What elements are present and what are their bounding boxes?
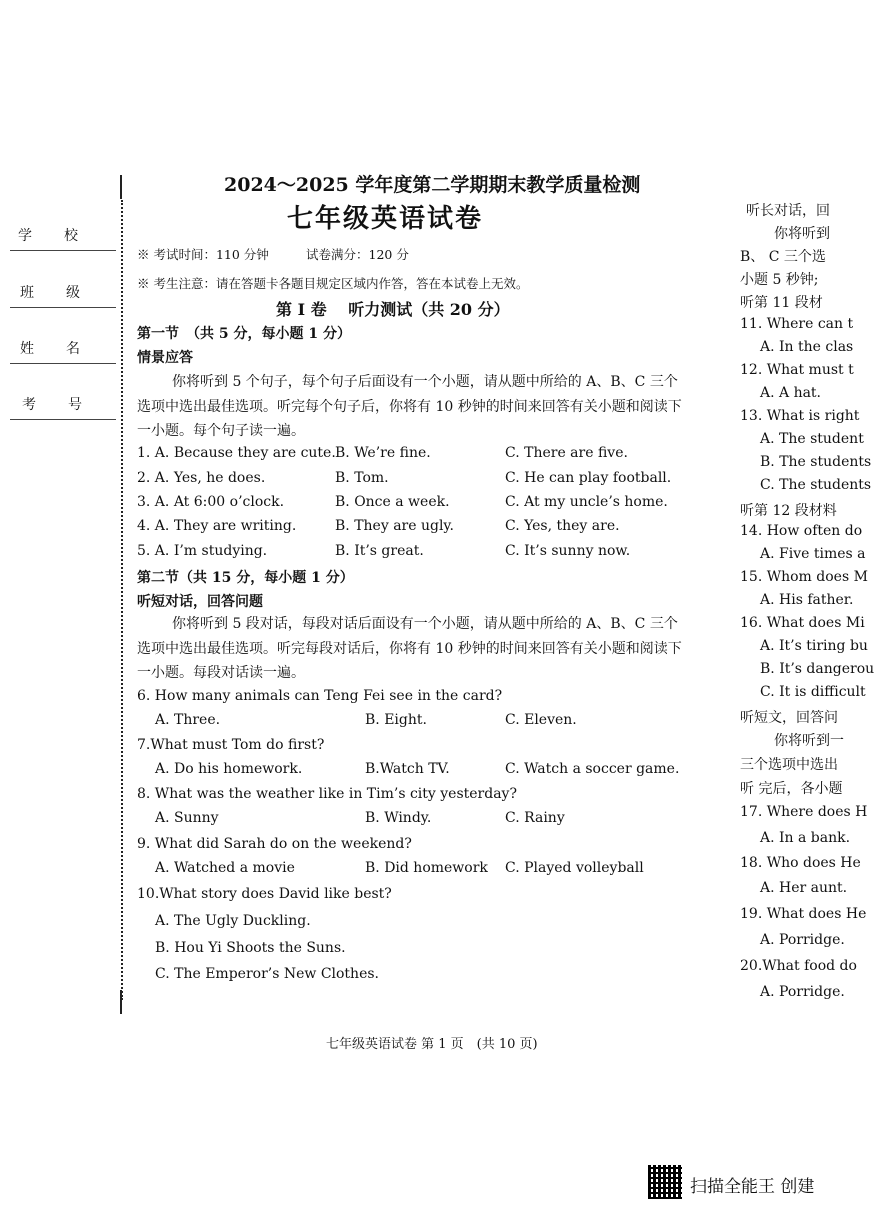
right-line: 小题 5 秒钟; [740, 272, 819, 288]
binding-field-class: 班 级 [20, 285, 80, 301]
q8-option-b: B. Windy. [365, 810, 432, 826]
right-line: 14. How often do [740, 523, 863, 539]
right-line: B. The students [760, 454, 872, 470]
right-line: 18. Who does He [740, 855, 861, 871]
q4-option-a: 4. A. They are writing. [137, 518, 297, 534]
right-line: A. His father. [760, 592, 854, 608]
q4-option-b: B. They are ugly. [335, 518, 454, 534]
right-line: 16. What does Mi [740, 615, 865, 631]
q3-option-a: 3. A. At 6:00 o’clock. [137, 494, 285, 510]
q1-option-a: 1. A. Because they are cute. [137, 445, 336, 461]
q9-option-c: C. Played volleyball [505, 860, 644, 876]
q5-option-c: C. It’s sunny now. [505, 543, 631, 559]
q10-option-c: C. The Emperor’s New Clothes. [155, 966, 379, 982]
binding-line [120, 175, 122, 199]
q4-option-c: C. Yes, they are. [505, 518, 620, 534]
section2-instructions: 你将听到 5 段对话，每段对话后面设有一个小题，请从题中所给的 A、B、C 三个选项中选出最佳选项。听完每段对话后，你将有 10 秒钟的时间来回答有关小题和阅读下一小题。每段对话读一遍。 [137, 616, 682, 681]
right-line: A. A hat. [760, 385, 822, 401]
section1-sub: 情景应答 [137, 350, 193, 366]
right-line: 17. Where does H [740, 804, 868, 820]
right-line: 13. What is right [740, 408, 860, 424]
right-line: A. Porridge. [760, 984, 845, 1000]
section2-sub: 听短对话，回答问题 [137, 594, 263, 610]
field-underline [10, 250, 116, 251]
right-line: 听短文，回答问 [740, 710, 838, 726]
right-line: 15. Whom does M [740, 569, 868, 585]
right-line: 12. What must t [740, 362, 854, 378]
right-line: A. Porridge. [760, 932, 845, 948]
right-line: 听长对话，回 [746, 203, 830, 219]
right-line: 听第 12 段材料 [740, 503, 837, 519]
right-line: 19. What does He [740, 906, 867, 922]
q7-option-b: B.Watch TV. [365, 761, 450, 777]
section1-instructions: 你将听到 5 个句子，每个句子后面设有一个小题，请从题中所给的 A、B、C 三个选项中选出最佳选项。听完每个句子后，你将有 10 秒钟的时间来回答有关小题和阅读下一小题。每个句子读一遍。 [137, 374, 682, 439]
right-line: 20.What food do [740, 958, 857, 974]
field-underline [10, 307, 116, 308]
q3-option-b: B. Once a week. [335, 494, 450, 510]
q2-option-a: 2. A. Yes, he does. [137, 470, 266, 486]
right-line: 11. Where can t [740, 316, 854, 332]
q9-option-a: A. Watched a movie [155, 860, 295, 876]
section1-heading: 第一节 （共 5 分，每小题 1 分） [137, 326, 351, 342]
binding-field-name: 姓 名 [20, 341, 80, 357]
watermark-text: 扫描全能王 创建 [690, 1177, 815, 1197]
binding-dotted-line [121, 200, 123, 1000]
right-line: C. It is difficult [760, 684, 866, 700]
page-footer: 七年级英语试卷 第 1 页 (共 10 页) [326, 1037, 538, 1052]
q8-option-c: C. Rainy [505, 810, 565, 826]
right-line: A. Her aunt. [760, 880, 848, 896]
q8-option-a: A. Sunny [155, 810, 219, 826]
full-score: 试卷满分：120 分 [306, 247, 409, 262]
right-line: A. In a bank. [760, 830, 851, 846]
binding-field-school: 学 校 [18, 228, 78, 244]
q10-option-a: A. The Ugly Duckling. [155, 913, 311, 929]
right-line: B、 C 三个选 [740, 249, 826, 265]
q6-stem: 6. How many animals can Teng Fei see in the card? [137, 688, 503, 704]
q6-option-b: B. Eight. [365, 712, 427, 728]
right-line: C. The students [760, 477, 872, 493]
right-line: A. In the clas [760, 339, 854, 355]
q6-option-a: A. Three. [155, 712, 221, 728]
section2-heading: 第二节（共 15 分，每小题 1 分） [137, 570, 354, 586]
right-line: B. It’s dangerou [760, 661, 874, 677]
q9-option-b: B. Did homework [365, 860, 488, 876]
exam-title: 2024～2025 学年度第二学期期末教学质量检测 [224, 174, 641, 196]
exam-subtitle: 七年级英语试卷 [287, 204, 484, 234]
q10-stem: 10.What story does David like best? [137, 886, 392, 902]
q1-option-b: B. We’re fine. [335, 445, 431, 461]
right-line: 三个选项中选出 [740, 757, 838, 773]
right-line: 你将听到一 [774, 733, 844, 749]
right-line: 听第 11 段材 [740, 295, 823, 311]
exam-notice: ※ 考生注意：请在答题卡各题目规定区域内作答，答在本试卷上无效。 [137, 276, 529, 291]
q9-stem: 9. What did Sarah do on the weekend? [137, 836, 412, 852]
binding-line-bottom [120, 990, 122, 1014]
q6-option-c: C. Eleven. [505, 712, 577, 728]
q3-option-c: C. At my uncle’s home. [505, 494, 668, 510]
qr-code-icon [648, 1165, 682, 1199]
q5-option-b: B. It’s great. [335, 543, 424, 559]
right-column [740, 0, 874, 1217]
right-line: A. It’s tiring bu [760, 638, 868, 654]
field-underline [10, 419, 116, 420]
part1-title: 第 I 卷 听力测试（共 20 分） [276, 300, 510, 319]
q2-option-b: B. Tom. [335, 470, 389, 486]
q10-option-b: B. Hou Yi Shoots the Suns. [155, 940, 346, 956]
right-line: A. The student [760, 431, 864, 447]
right-line: 听 完后，各小题 [740, 781, 843, 797]
q7-option-a: A. Do his homework. [155, 761, 303, 777]
q7-option-c: C. Watch a soccer game. [505, 761, 680, 777]
q1-option-c: C. There are five. [505, 445, 628, 461]
q2-option-c: C. He can play football. [505, 470, 672, 486]
right-line: 你将听到 [774, 226, 830, 242]
right-line: A. Five times a [760, 546, 866, 562]
q5-option-a: 5. A. I’m studying. [137, 543, 268, 559]
field-underline [10, 363, 116, 364]
q8-stem: 8. What was the weather like in Tim’s city yesterday? [137, 786, 517, 802]
binding-field-number: 考 号 [22, 397, 82, 413]
exam-time: ※ 考试时间：110 分钟 [137, 247, 269, 262]
q7-stem: 7.What must Tom do first? [137, 737, 325, 753]
